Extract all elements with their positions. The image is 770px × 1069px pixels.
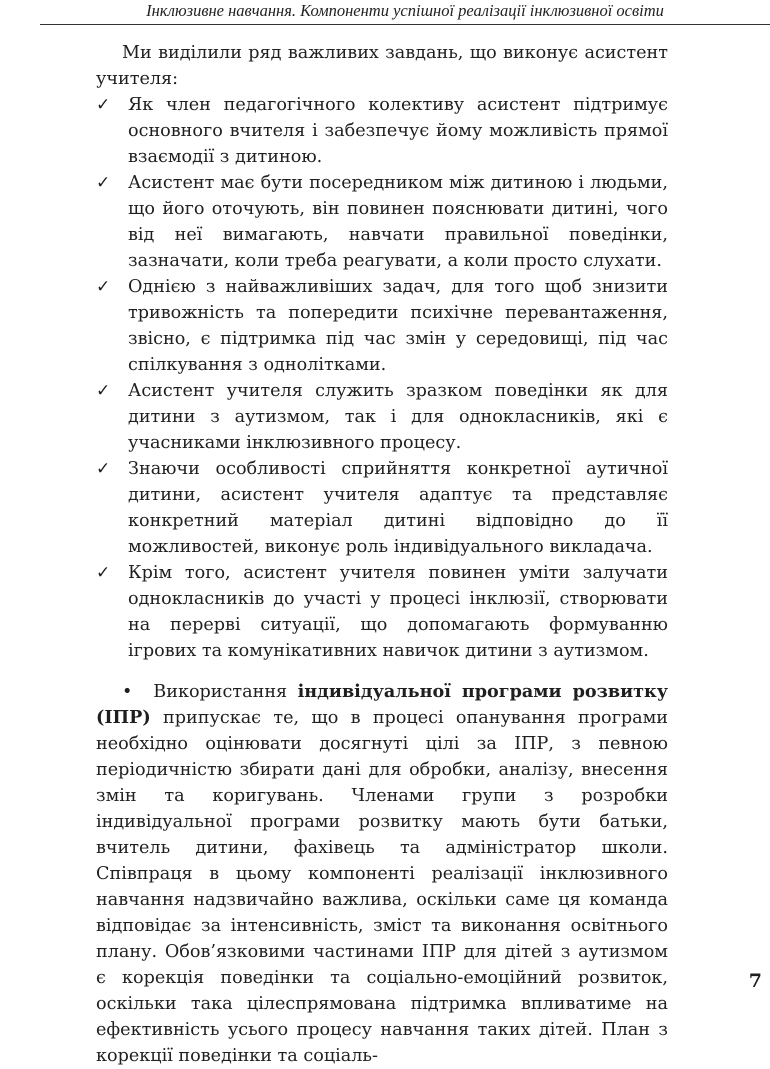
running-header (40, 0, 770, 25)
running-title: Інклюзивне навчання. Компоненти успішної реалізації інклюзивної освіти (146, 1, 664, 20)
list-item-text: Як член педагогічного колективу асистент підтримує основного вчителя і забезпечує йому можливість прямої взаємодії з дитиною. (128, 95, 668, 167)
bullet-icon: • (122, 682, 133, 702)
list-item (96, 274, 668, 378)
ipr-paragraph (96, 679, 668, 1069)
intro-paragraph: Ми виділили ряд важливих завдань, що виконує асистент учителя: (96, 43, 668, 89)
checkmark-icon: ✓ (96, 459, 111, 479)
checkmark-icon: ✓ (96, 381, 111, 401)
checkmark-icon: ✓ (96, 277, 111, 297)
ipr-lead: Використання (153, 682, 288, 702)
assistant-tasks-list (96, 92, 668, 664)
list-item (96, 378, 668, 456)
checkmark-icon: ✓ (96, 173, 111, 193)
list-item-text: Однією з найважливіших задач, для того щоб знизити тривожність та попередити психічне перевантаження, звісно, є підтримка під час змін у середовищі, під час спілкування з однолітками. (128, 277, 668, 375)
list-item (96, 456, 668, 560)
list-item (96, 92, 668, 170)
ipr-bold-term: індивідуальної програми розвитку (ІПР) (96, 681, 669, 728)
page-body (96, 40, 668, 1069)
list-item (96, 560, 668, 664)
list-item-text: Крім того, асистент учителя повинен уміти залучати однокласників до участі у процесі інклюзії, створювати на перерві ситуації, що допомагають формуванню ігрових та комунікативних навичок дитини з аутизмом. (128, 563, 668, 661)
checkmark-icon: ✓ (96, 563, 111, 583)
list-item-text: Асистент учителя служить зразком поведінки як для дитини з аутизмом, так і для однокласників, які є учасниками інклюзивного процесу. (128, 381, 668, 453)
page-number: 7 (748, 970, 762, 992)
list-item (96, 170, 668, 274)
list-item-text: Знаючи особливості сприйняття конкретної аутичної дитини, асистент учителя адаптує та представляє конкретний матеріал дитині відповідно до її можливостей, виконує роль індивідуального викладача. (128, 459, 668, 557)
ipr-body: припускає те, що в процесі опанування програми необхідно оцінювати досягнуті цілі за ІПР, з певною періодичністю збирати дані для обробки, аналізу, внесення змін та коригувань. Членами групи з розробки індивідуальної програми розвитку мають бути батьки, вчитель дитини, фахівець та адміністратор школи. Співпраця в цьому компоненті реалізації інклюзивного навчання надзвичайно важлива, оскільки саме ця команда відповідає за інтенсивність, зміст та виконання освітнього плану. Обов’язковими частинами ІПР для дітей з аутизмом є корекція поведінки та соціально-емоційний розвиток, оскільки така цілеспрямована підтримка впливатиме на ефективність усього процесу навчання таких дітей. План з корекції поведінки та соціаль- (96, 708, 669, 1066)
list-item-text: Асистент має бути посередником між дитиною і людьми, що його оточують, він повинен пояснювати дитині, чого від неї вимагають, навчати правильної поведінки, зазначати, коли треба реагувати, а коли просто слухати. (128, 173, 668, 271)
checkmark-icon: ✓ (96, 95, 111, 115)
